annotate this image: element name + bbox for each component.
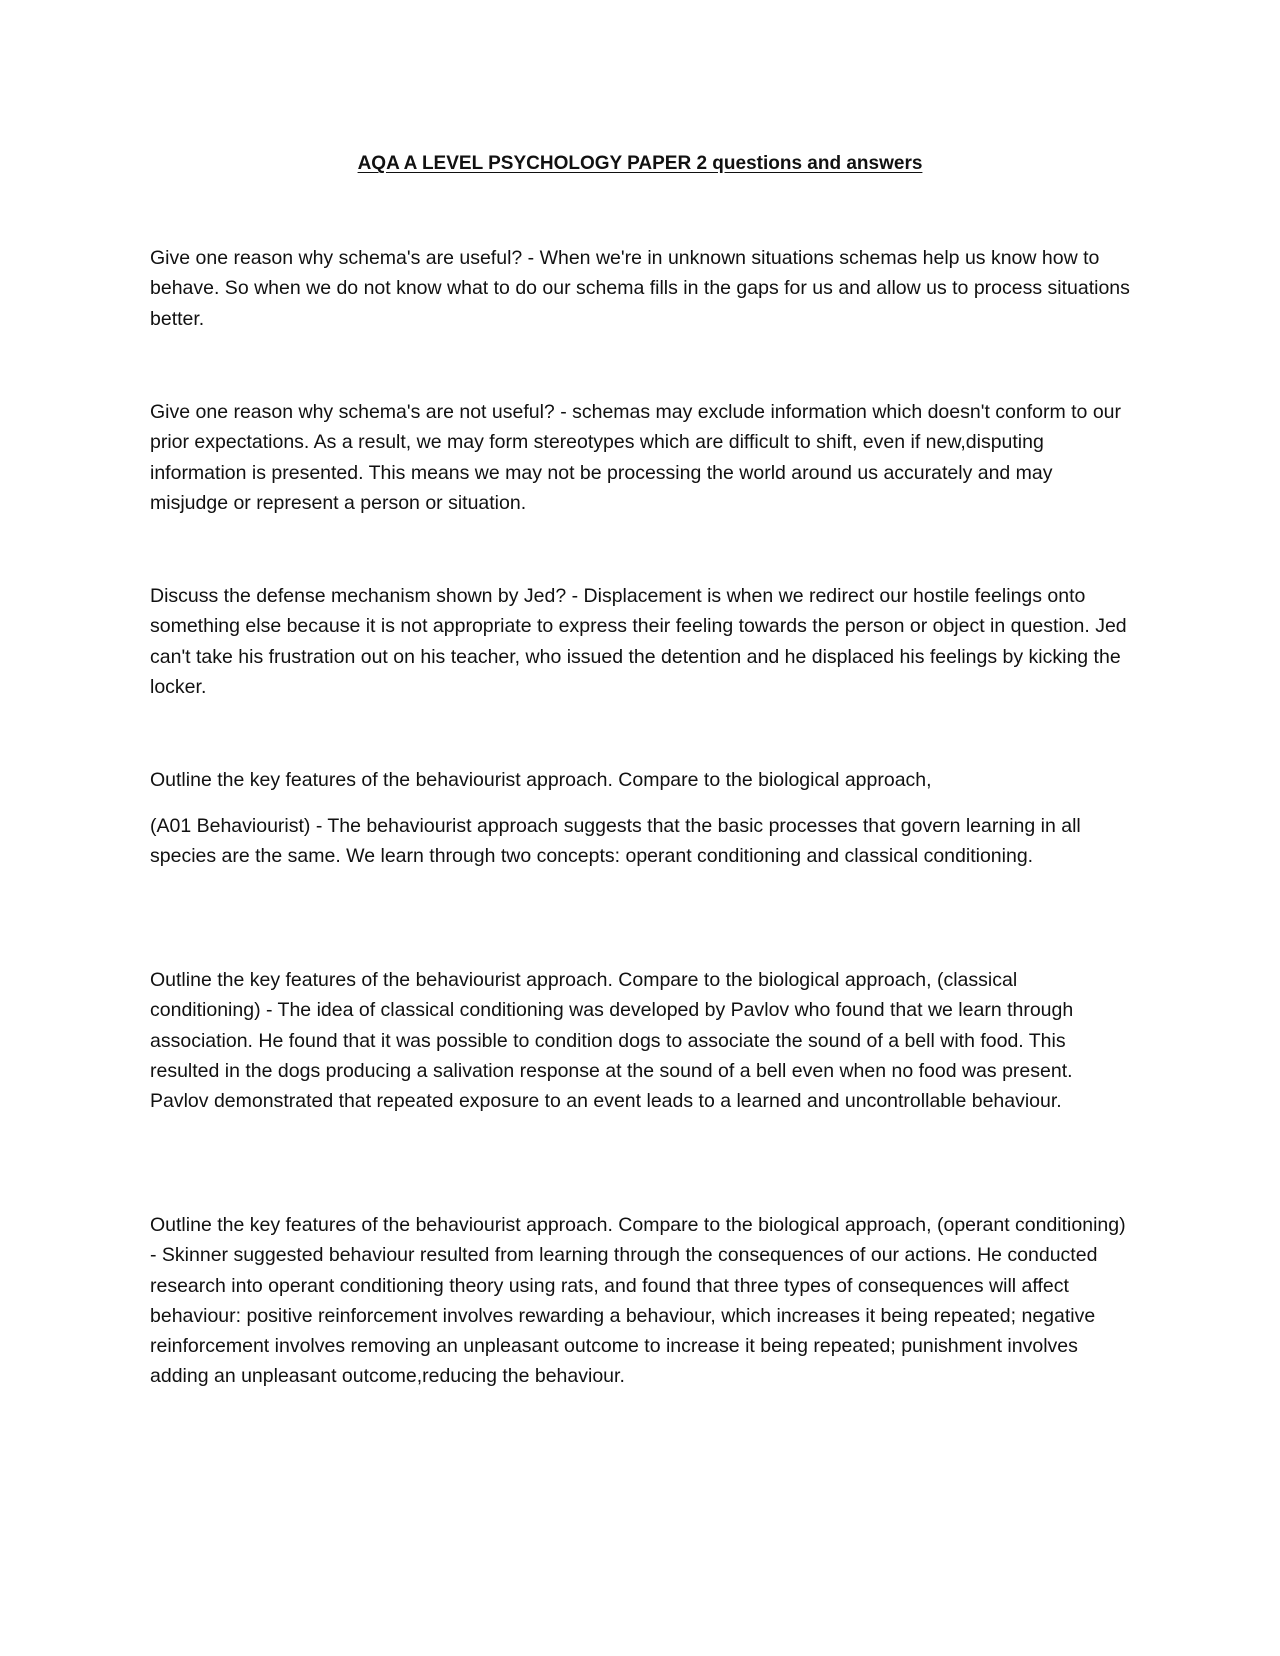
paragraph-operant-conditioning: Outline the key features of the behaviourist approach. Compare to the biological approach, (operant conditioning) - Skinner suggested behaviour resulted from learning through the consequences of our actions. He conducted research into operant conditioning theory using rats, and found that three types of consequences will affect behaviour: positive reinforcement involves rewarding a behaviour, which increases it being repeated; negative reinforcement involves removing an unpleasant outcome to increase it being repeated; punishment involves adding an unpleasant outcome,reducing the behaviour. <box>150 1214 1126 1388</box>
document-title <box>0 150 1280 178</box>
paragraph-behaviourist-question: Outline the key features of the behaviourist approach. Compare to the biological approach, <box>150 769 932 791</box>
paragraph-behaviourist-a01: (A01 Behaviourist) - The behaviourist approach suggests that the basic processes that govern learning in all species are the same. We learn through two concepts: operant conditioning and classical conditioning. <box>150 815 1081 868</box>
document-title-text: AQA A LEVEL PSYCHOLOGY PAPER 2 questions and answers <box>357 153 923 174</box>
paragraph-schema-not-useful: Give one reason why schema's are not useful? - schemas may exclude information which doesn't conform to our prior expectations. As a result, we may form stereotypes which are difficult to shift, even if new,disputing information is presented. This means we may not be processing the world around us accurately and may misjudge or represent a person or situation. <box>150 401 1122 514</box>
paragraph-classical-conditioning: Outline the key features of the behaviourist approach. Compare to the biological approach, (classical conditioning) - The idea of classical conditioning was developed by Pavlov who found that we learn through association. He found that it was possible to condition dogs to associate the sound of a bell with food. This resulted in the dogs producing a salivation response at the sound of a bell even when no food was present. Pavlov demonstrated that repeated exposure to an event leads to a learned and uncontrollable behaviour. <box>150 969 1074 1113</box>
paragraph-schema-useful: Give one reason why schema's are useful? - When we're in unknown situations schemas help us know how to behave. So when we do not know what to do our schema fills in the gaps for us and allow us to process situations better. <box>150 247 1130 330</box>
paragraph-defense-mechanism: Discuss the defense mechanism shown by Jed? - Displacement is when we redirect our hostile feelings onto something else because it is not appropriate to express their feeling towards the person or object in question. Jed can't take his frustration out on his teacher, who issued the detention and he displaced his feelings by kicking the locker. <box>150 585 1127 698</box>
